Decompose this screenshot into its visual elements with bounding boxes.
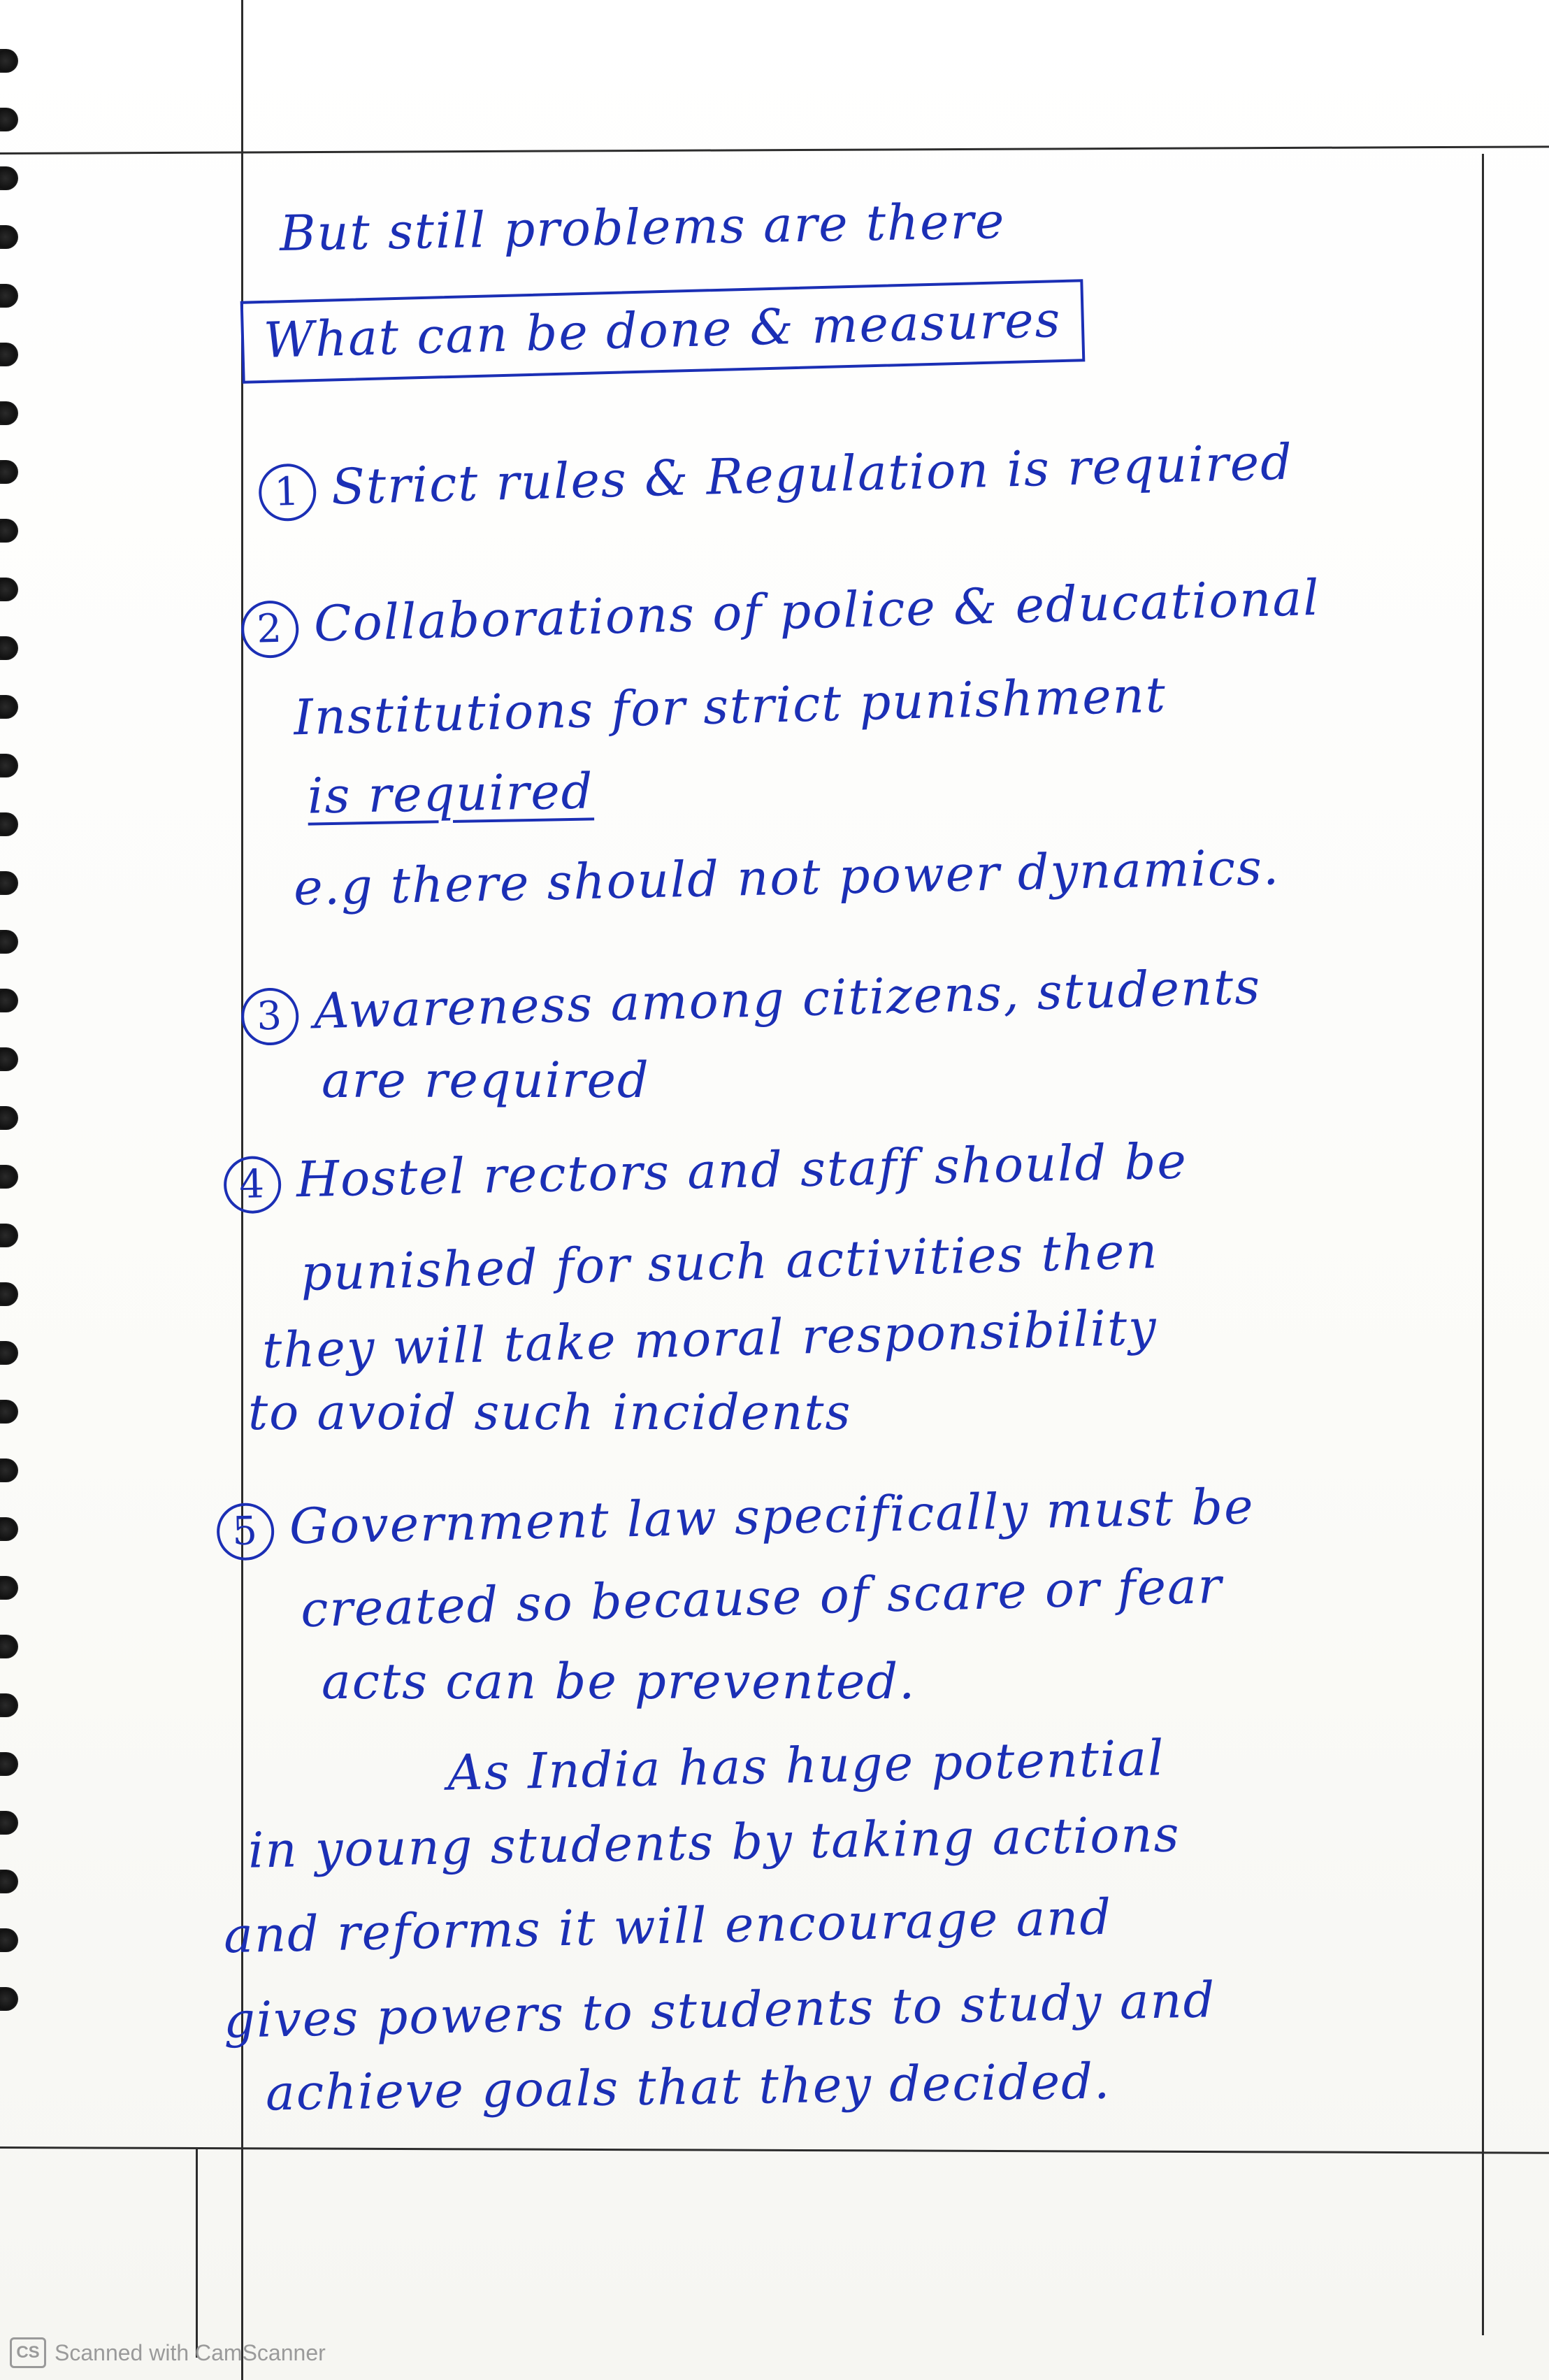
point-2-line-1: Collaborations of police & educational [312, 568, 1321, 653]
camscanner-logo-icon: CS [10, 2337, 46, 2368]
spiral-hole [0, 343, 18, 366]
spiral-hole [0, 578, 18, 601]
point-4 [223, 1132, 1188, 1214]
spiral-hole [0, 1811, 18, 1835]
measures-heading [240, 279, 1085, 384]
spiral-hole [0, 1693, 18, 1717]
spiral-hole [0, 1106, 18, 1130]
bottom-margin-line [196, 2148, 198, 2358]
conclusion-line-1: As India has huge potential [447, 1729, 1166, 1802]
spiral-hole [0, 1928, 18, 1952]
point-3-line-1: Awareness among citizens, students [312, 957, 1262, 1040]
spiral-hole [0, 1635, 18, 1658]
point-2-line-3: is required [307, 762, 595, 825]
margin-line-right [1482, 154, 1484, 2335]
point-3-number: 3 [240, 987, 299, 1046]
conclusion-line-3: and reforms it will encourage and [223, 1888, 1113, 1965]
conclusion-line-4: gives powers to students to study and [223, 1971, 1217, 2049]
spiral-hole [0, 812, 18, 836]
spiral-hole [0, 930, 18, 954]
point-3 [240, 957, 1262, 1046]
point-5-number: 5 [216, 1503, 275, 1561]
point-1-number: 1 [258, 463, 317, 522]
point-4-number: 4 [223, 1156, 282, 1214]
spiral-hole [0, 108, 18, 131]
spiral-hole [0, 166, 18, 190]
measures-heading-text: What can be done & measures [263, 291, 1062, 369]
footer-rule-line [0, 2146, 1549, 2154]
point-2-number: 2 [240, 600, 299, 659]
spiral-hole [0, 401, 18, 425]
spiral-hole [0, 1517, 18, 1541]
spiral-hole [0, 1341, 18, 1365]
spiral-hole [0, 1400, 18, 1424]
spiral-hole [0, 1987, 18, 2011]
point-2-line-2: Institutions for strict punishment [293, 666, 1167, 747]
point-1-text: Strict rules & Regulation is required [330, 433, 1294, 516]
spiral-hole [0, 284, 18, 308]
spiral-hole [0, 695, 18, 719]
point-2 [240, 568, 1321, 659]
intro-line: But still problems are there [279, 192, 1006, 263]
point-4-line-1: Hostel rectors and staff should be [296, 1132, 1188, 1209]
spiral-hole [0, 49, 18, 73]
spiral-binding [0, 0, 28, 2042]
spiral-hole [0, 1047, 18, 1071]
spiral-hole [0, 989, 18, 1012]
point-2-example: e.g there should not power dynamics. [293, 838, 1281, 917]
spiral-hole [0, 754, 18, 777]
conclusion-line-2: in young students by taking actions [247, 1805, 1181, 1879]
point-4-line-4: to avoid such incidents [248, 1384, 852, 1441]
point-4-line-3: they will take moral responsibility [261, 1298, 1158, 1379]
spiral-hole [0, 1870, 18, 1893]
header-rule-line [0, 145, 1549, 155]
spiral-hole [0, 1282, 18, 1306]
spiral-hole [0, 1224, 18, 1247]
spiral-hole [0, 460, 18, 484]
spiral-hole [0, 225, 18, 249]
spiral-hole [0, 871, 18, 895]
spiral-hole [0, 1752, 18, 1776]
spiral-hole [0, 519, 18, 543]
spiral-hole [0, 1458, 18, 1482]
camscanner-watermark [10, 2335, 326, 2370]
conclusion-line-5: achieve goals that they decided. [265, 2052, 1111, 2122]
spiral-hole [0, 1576, 18, 1600]
point-5 [216, 1477, 1255, 1561]
spiral-hole [0, 636, 18, 660]
point-1 [258, 433, 1294, 522]
point-5-line-2: created so because of scare or fear [300, 1556, 1224, 1639]
spiral-hole [0, 1165, 18, 1189]
point-3-line-2: are required [322, 1052, 650, 1109]
camscanner-text: Scanned with CamScanner [55, 2339, 326, 2365]
point-5-line-1: Government law specifically must be [289, 1477, 1255, 1556]
point-5-line-3: acts can be prevented. [322, 1653, 916, 1710]
point-4-line-2: punished for such activities then [300, 1221, 1160, 1303]
